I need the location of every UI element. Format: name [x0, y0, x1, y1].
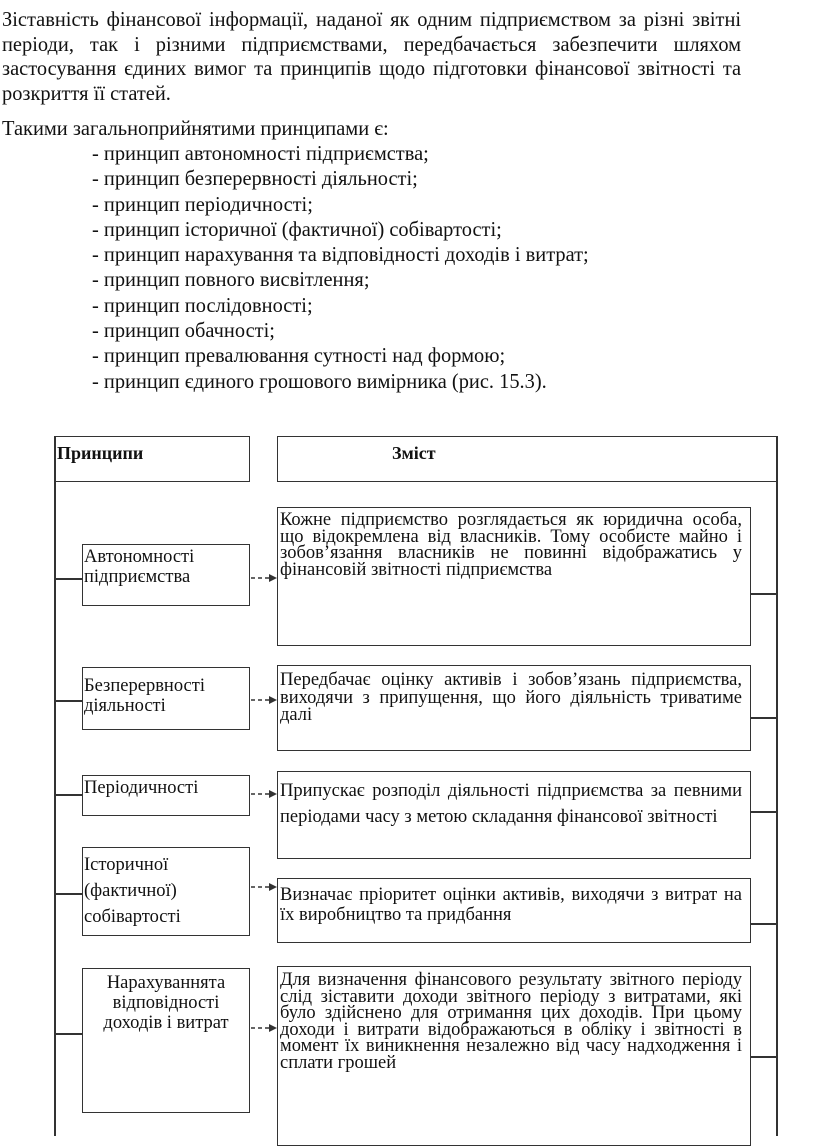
right-connector: [750, 923, 777, 925]
list-item: - принцип нарахування та відповідності доходів і витрат;: [92, 242, 589, 267]
header-content: [277, 436, 778, 482]
right-connector: [750, 811, 777, 813]
left-connector: [54, 700, 82, 702]
content-text: Припускає розподіл діяльності підприємства за певними періодами часу з метою складання фінансової звітності: [280, 781, 742, 827]
frame-right-line: [776, 436, 778, 1136]
dashed-arrow-icon: [251, 695, 277, 705]
content-box-accrual-matching: [277, 966, 751, 1146]
principle-box-accrual-matching: [82, 968, 250, 1113]
dashed-arrow-icon: [251, 573, 277, 583]
content-box-autonomy: [277, 507, 751, 646]
principle-box-periodicity: [82, 775, 250, 816]
principle-label: Нарахуваннята відповідності доходів і витрат: [103, 973, 229, 1033]
principle-label: Автономності підприємства: [84, 547, 195, 587]
list-item: - принцип автономності підприємства;: [92, 141, 429, 165]
content-text: Для визначення фінансового результату звітного періоду слід зіставити доходи звітного періоду з витратами, які було здійснено для отримання цих доходів. При цьому доходи і витрати відображаються в обліку і звітності в момент їх виникнення незалежно від часу надходження і сплати грошей: [280, 970, 742, 1073]
dashed-arrow-icon: [251, 789, 277, 799]
content-box-continuity: [277, 665, 751, 751]
principle-label: Історичної (фактичної) собівартості: [84, 855, 181, 927]
list-item: - принцип безперервності діяльності;: [92, 166, 418, 191]
list-item: - принцип історичної (фактичної) собівартості;: [92, 216, 502, 241]
list-item: - принцип превалювання сутності над формою;: [92, 343, 506, 368]
principle-box-historical-cost: [82, 847, 250, 936]
list-item: - принцип обачності;: [92, 318, 275, 343]
frame-left-line: [54, 436, 56, 1136]
left-connector: [54, 794, 82, 796]
principle-box-autonomy: [82, 544, 250, 606]
right-connector: [750, 593, 777, 595]
dashed-arrow-icon: [251, 882, 277, 892]
list-item: - принцип повного висвітлення;: [92, 267, 370, 292]
dashed-arrow-icon: [251, 1023, 277, 1033]
list-item: - принцип єдиного грошового вимірника (рис. 15.3).: [92, 368, 547, 393]
principles-lead: Такими загальноприйнятими принципами є:: [2, 116, 389, 140]
list-item: - принцип послідовності;: [92, 292, 313, 317]
header-principles-label: Принципи: [57, 443, 144, 463]
list-item: - принцип періодичності;: [92, 191, 313, 216]
left-connector: [54, 578, 82, 580]
left-connector: [54, 1033, 82, 1035]
right-connector: [750, 1056, 777, 1058]
right-connector: [750, 717, 777, 719]
content-box-periodicity: [277, 771, 751, 859]
left-connector: [54, 893, 82, 895]
content-text: Передбачає оцінку активів і зобов’язань підприємства, виходячи з припущення, що його діяльність триватиме далі: [280, 670, 742, 725]
content-text: Визначає пріоритет оцінки активів, виходячи з витрат на їх виробництво та придбання: [280, 885, 742, 925]
intro-paragraph: Зіставність фінансової інформації, наданої як одним підприємством за різні звітні періоди, так і різними підприємствами, передбачається забезпечити шляхом застосування єдиних вимог та принципів щодо підготовки фінансової звітності та розкриття її статей.: [2, 7, 742, 105]
principle-label: Безперервності діяльності: [84, 676, 205, 716]
header-content-label: Зміст: [392, 443, 436, 463]
principle-box-continuity: [82, 667, 250, 730]
principle-label: Періодичності: [84, 778, 199, 798]
content-box-historical-cost: [277, 878, 751, 943]
header-principles: [54, 436, 250, 482]
content-text: Кожне підприємство розглядається як юридична особа, що відокремлена від власників. Тому особисте майно і зобов’язання власників не повинні відображатись у фінансовій звітності підприємства: [280, 510, 742, 580]
principles-list: [92, 141, 589, 394]
